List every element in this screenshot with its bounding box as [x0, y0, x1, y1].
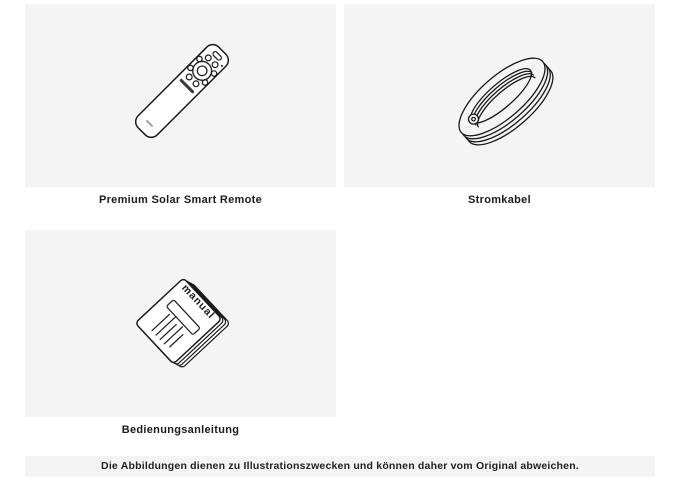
manual-illustration [25, 230, 336, 417]
remote-body [132, 41, 232, 141]
tile-remote [25, 4, 336, 187]
tile-manual [25, 230, 336, 417]
power-cable-illustration [344, 4, 655, 187]
disclaimer-text: Die Abbildungen dienen zu Illustrationszwecken und können daher vom Original abweichen. [25, 456, 655, 477]
remote-outline [132, 41, 232, 141]
cable-coil [447, 46, 564, 158]
caption-manual: Bedienungsanleitung [121, 424, 240, 436]
caption-power-cable: Stromkabel [468, 194, 531, 206]
remote-illustration [25, 4, 336, 187]
manual-booklet [135, 276, 230, 371]
tile-power-cable [344, 4, 655, 187]
caption-remote: Premium Solar Smart Remote [98, 194, 263, 206]
manual-cover-text: manual [179, 282, 218, 322]
